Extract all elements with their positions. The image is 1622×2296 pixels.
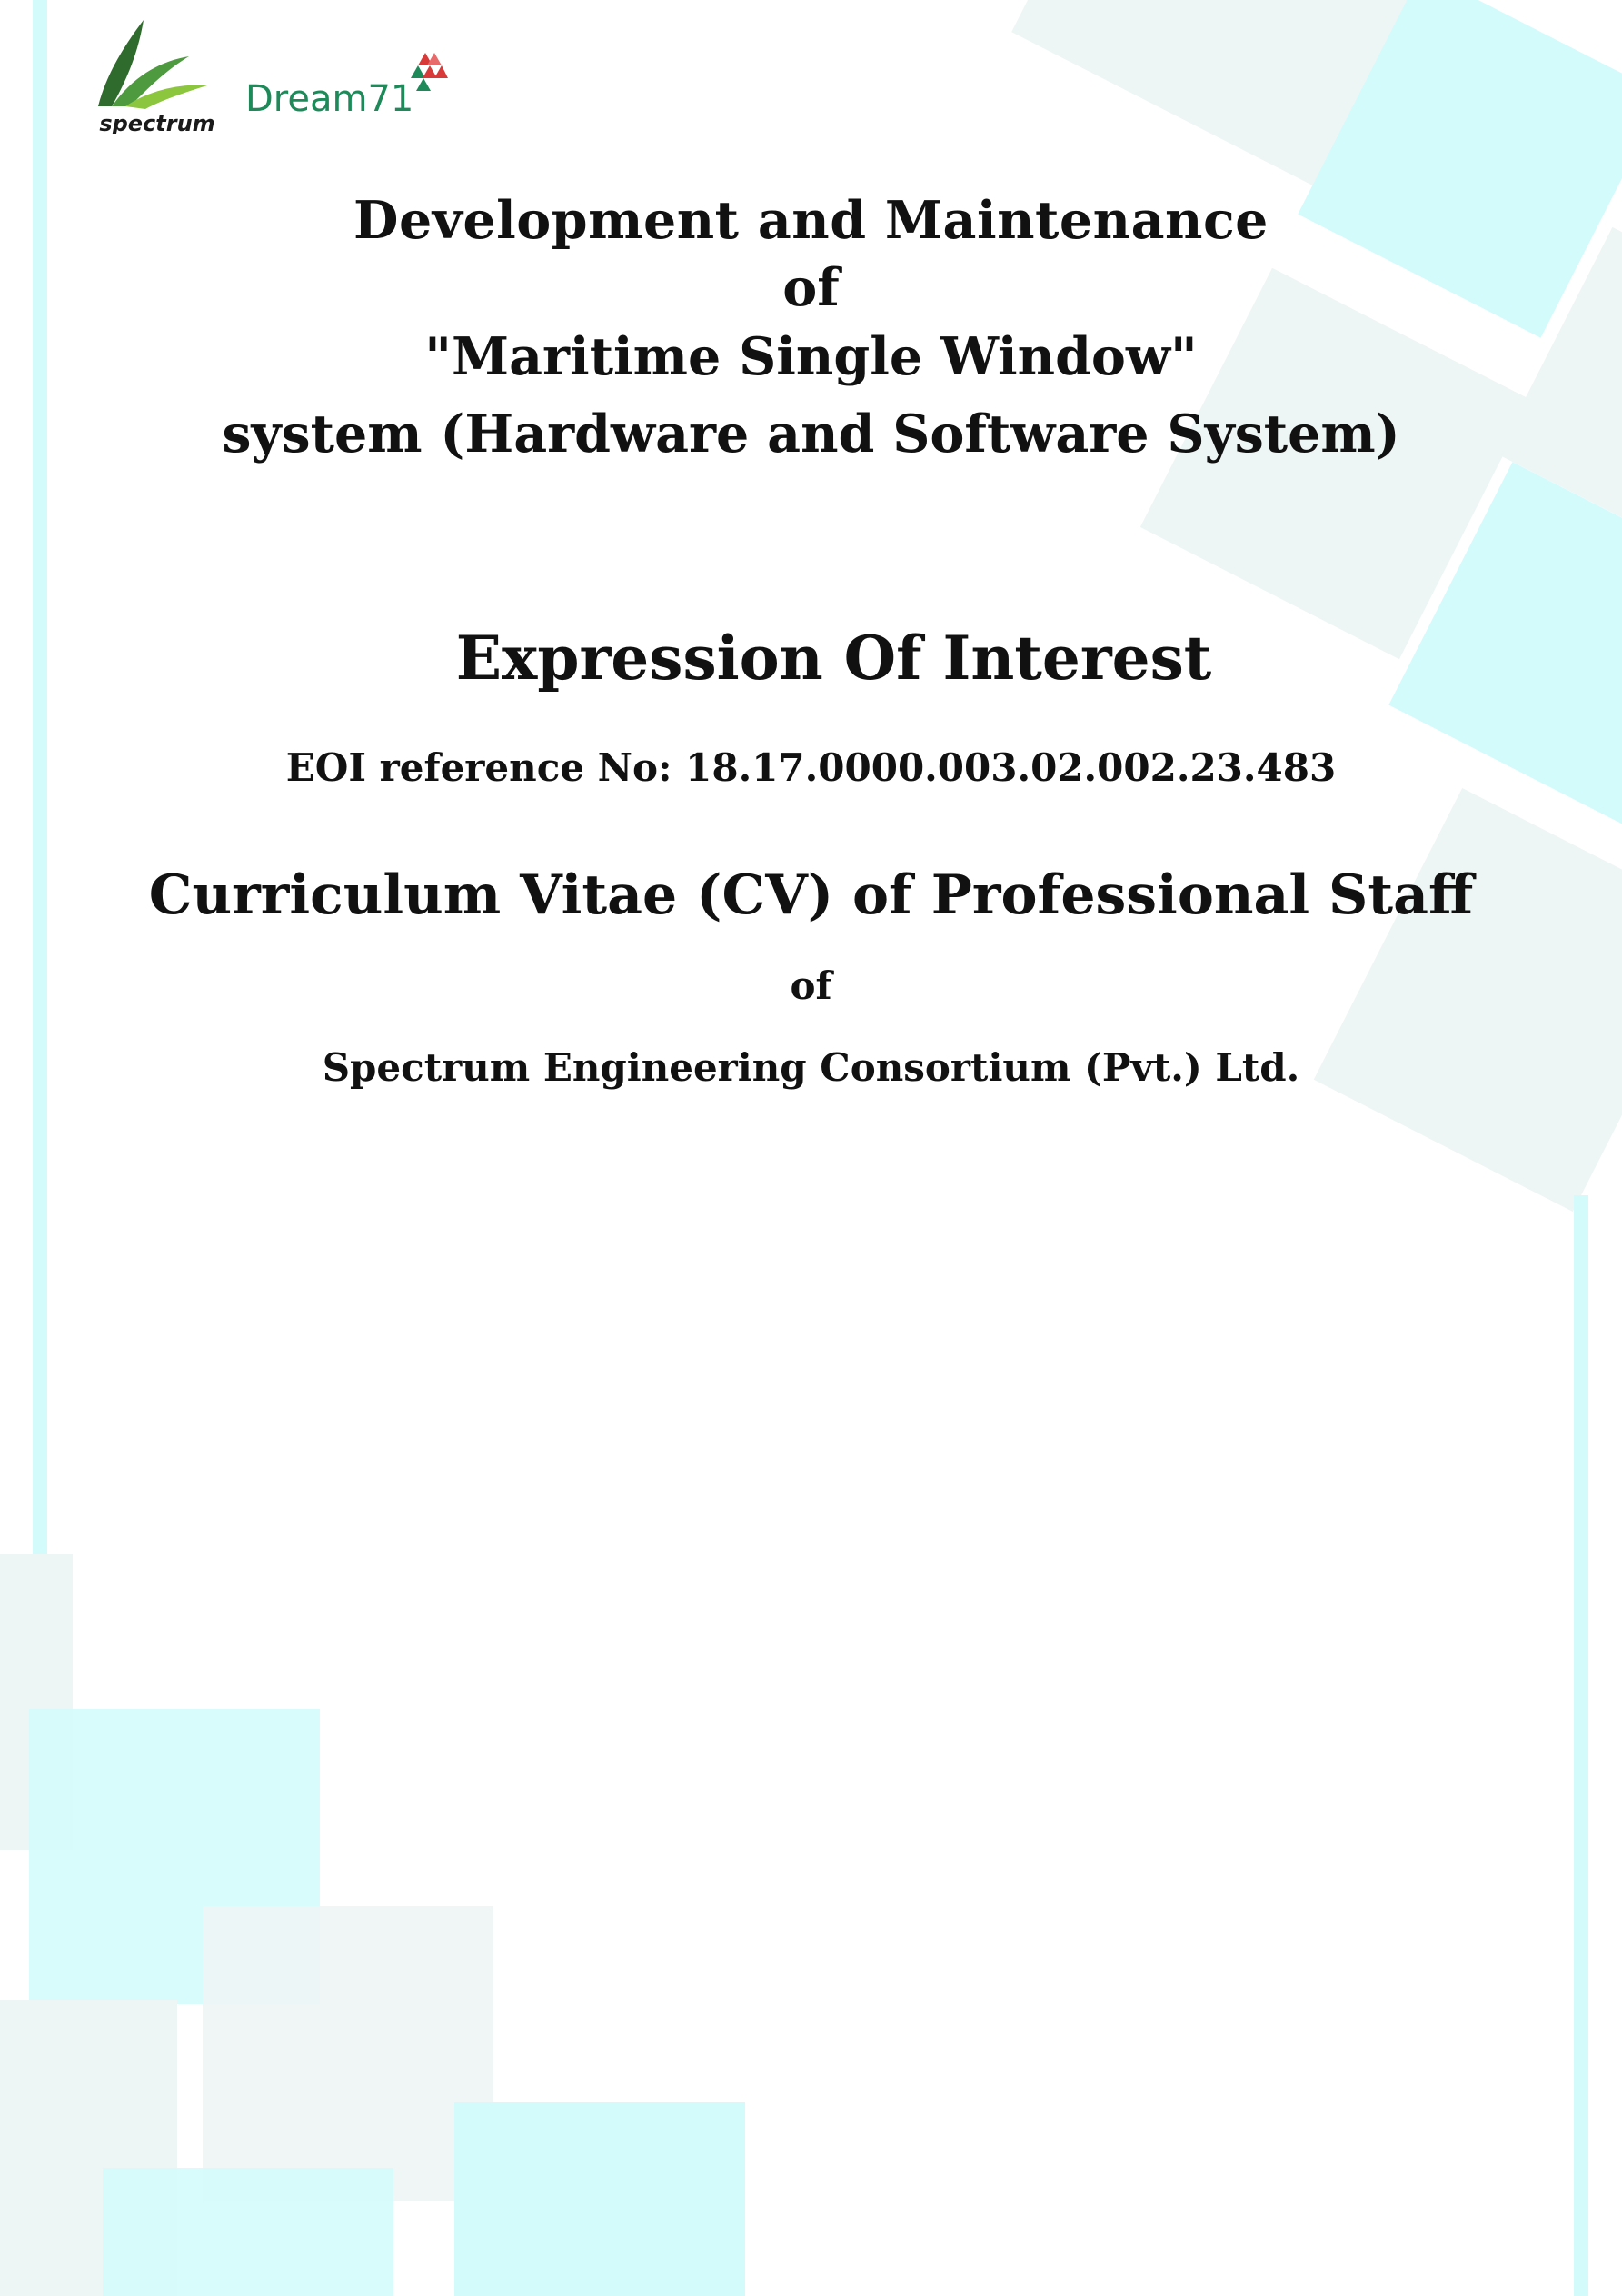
svg-text:Dream71: Dream71 bbox=[245, 78, 414, 120]
cv-heading: Curriculum Vitae (CV) of Professional Staff bbox=[148, 863, 1474, 927]
title-line-3: "Maritime Single Window" bbox=[424, 326, 1198, 387]
decor-square bbox=[203, 1906, 493, 2201]
svg-text:spectrum: spectrum bbox=[99, 111, 215, 134]
spectrum-logo bbox=[89, 20, 225, 134]
document-title bbox=[0, 186, 1622, 475]
of-connector: of bbox=[790, 963, 832, 1008]
decor-square bbox=[103, 2168, 393, 2296]
company-name: Spectrum Engineering Consortium (Pvt.) Ltd. bbox=[322, 1045, 1300, 1090]
decor-square bbox=[454, 2102, 745, 2296]
title-line-4: system (Hardware and Software System) bbox=[222, 404, 1400, 464]
title-line-1: Development and Maintenance bbox=[353, 190, 1269, 251]
eoi-reference: EOI reference No: 18.17.0000.003.02.002.23.483 bbox=[285, 745, 1337, 790]
eoi-heading: Expression Of Interest bbox=[455, 623, 1212, 694]
right-accent-bar bbox=[1574, 1195, 1588, 2296]
title-line-2: of bbox=[782, 257, 840, 318]
dream71-logo bbox=[244, 45, 448, 123]
